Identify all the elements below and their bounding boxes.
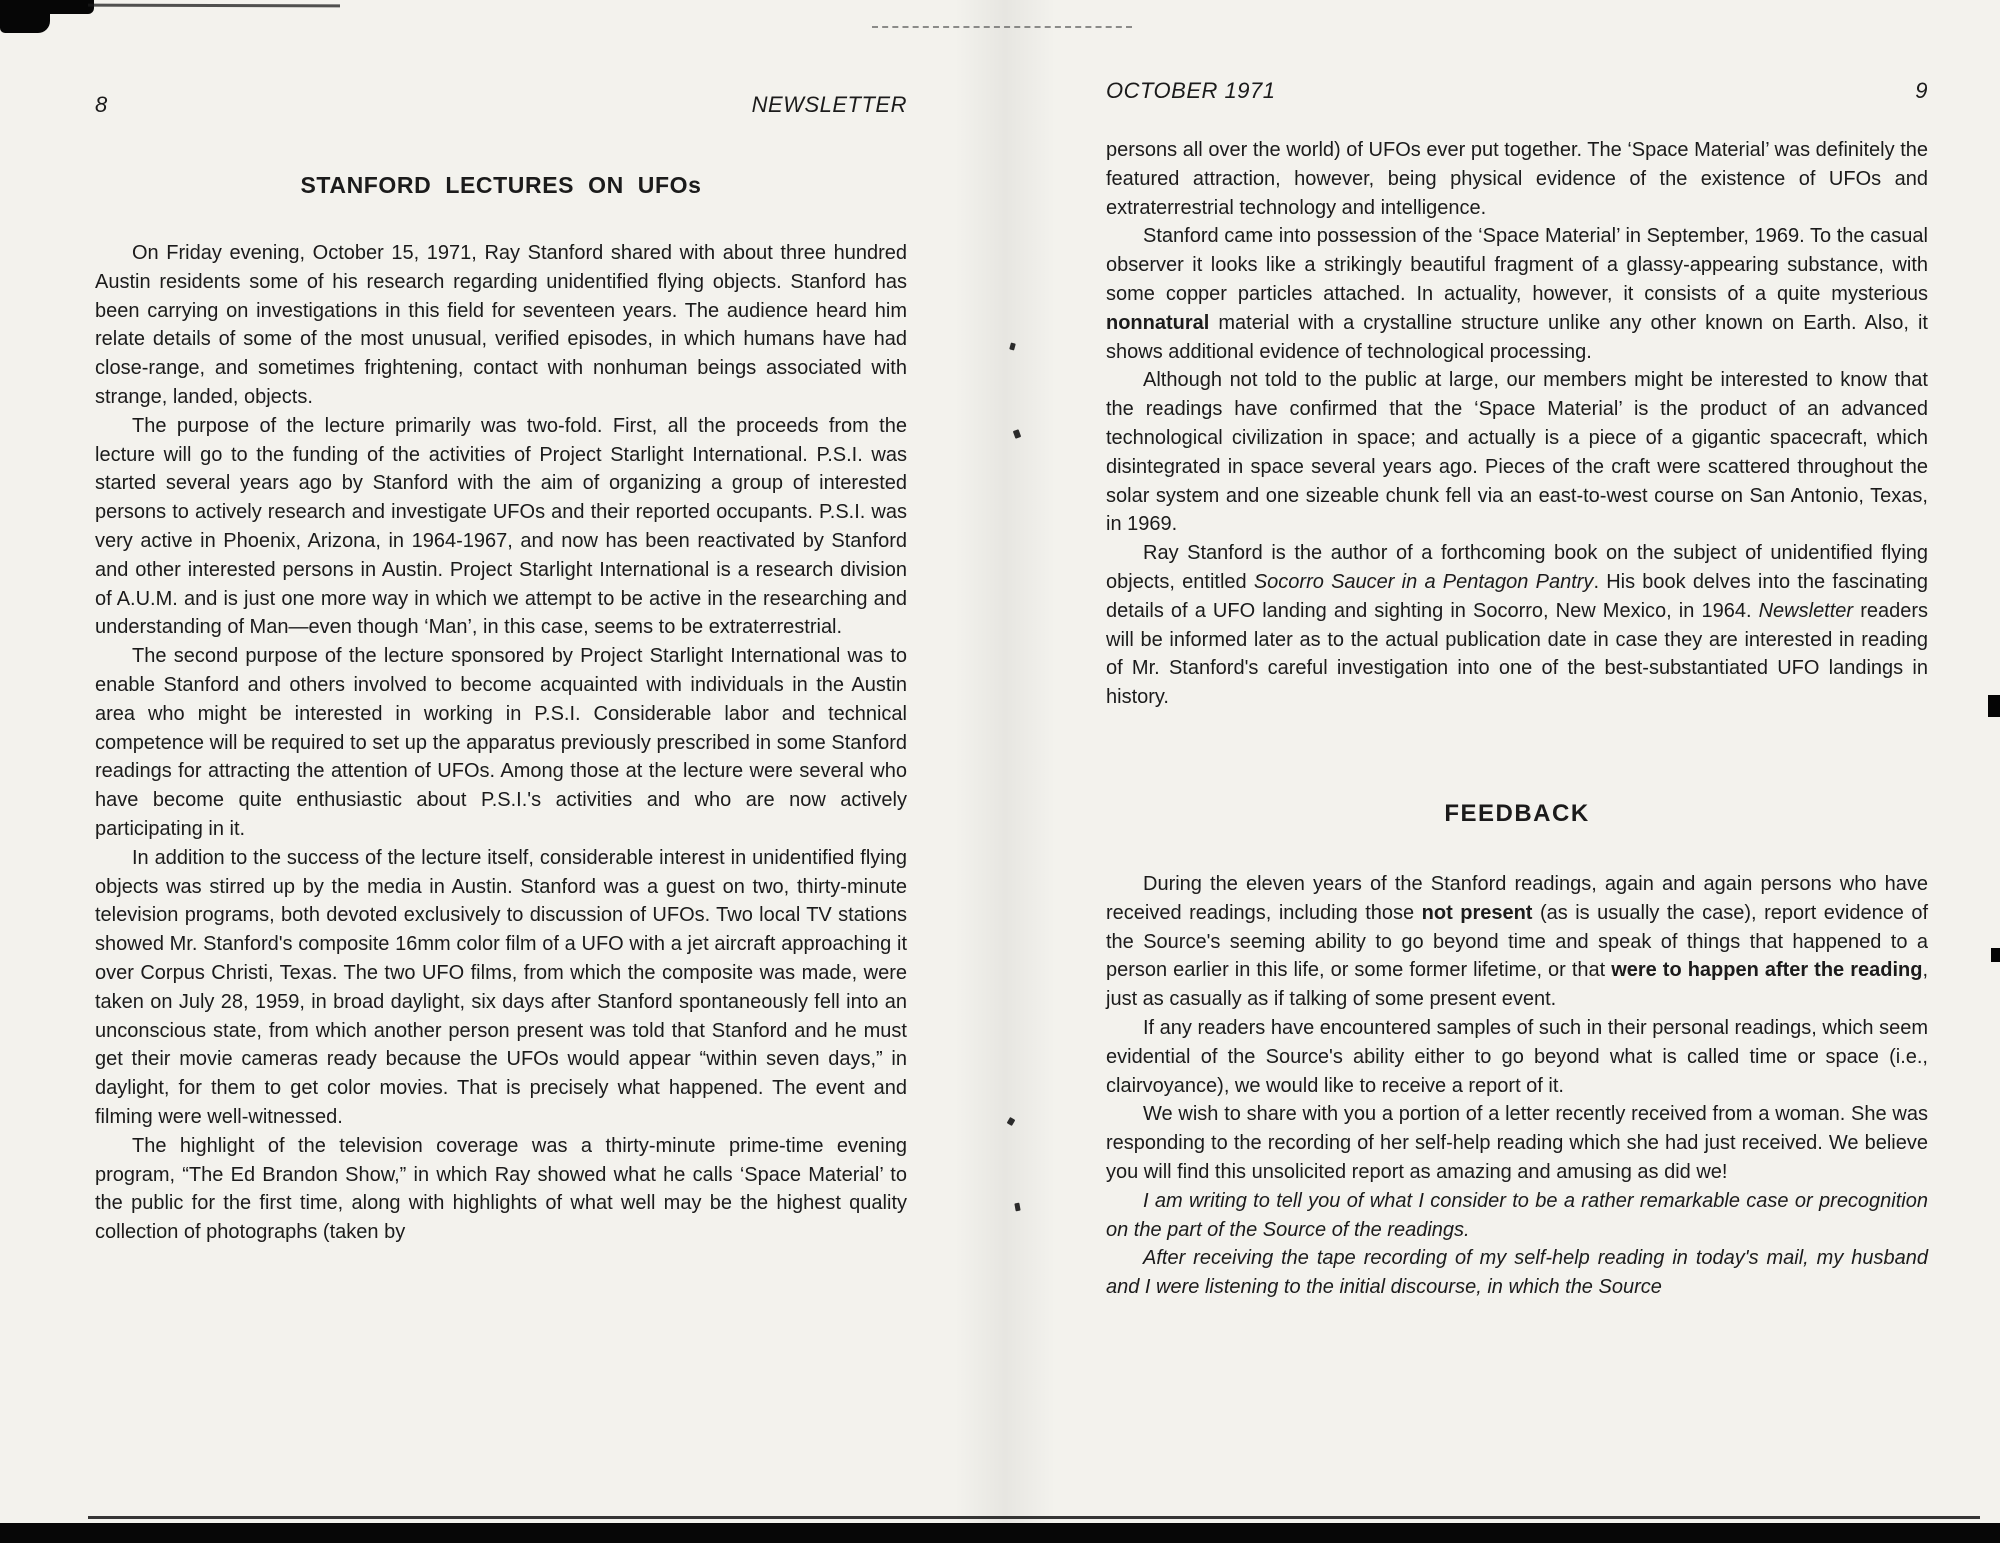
left-running-header [95, 92, 907, 118]
page-left [95, 92, 907, 1247]
feedback-section-title: FEEDBACK [1444, 799, 1590, 827]
scan-artifact-bottom-band [0, 1523, 2000, 1543]
left-page-number: 8 [95, 92, 108, 117]
paragraph: In addition to the success of the lecture itself, considerable interest in unidentified flying objects was stirred up by the media in Austin. Stanford was a guest on two, thirty-minute television programs, both devoted exclusively to discussion of UFOs. Two local TV stations showed Mr. Stanford's composite 16mm color film of a UFO with a jet aircraft approaching it over Corpus Christi, Texas. The two UFO films, from which the composite was made, were taken on July 28, 1959, in broad daylight, six days after Stanford spontaneously fell into an unconscious state, from which another person present was told that Stanford and he must get their movie cameras ready because the UFOs would appear “within seven days,” in daylight, for them to get color movies. That is precisely what happened. The event and filming were well-witnessed. [95, 846, 907, 1128]
page-right [1106, 78, 1928, 1302]
page-fold-shadow [955, 0, 1055, 1543]
paragraph: We wish to share with you a portion of a letter recently received from a woman. She was responding to the recording of her self-help reading which she had just received. We believe you will find this unsolicited report as amazing and amusing as did we! [1106, 1103, 1928, 1183]
scan-speck [1007, 1117, 1016, 1126]
paragraph: The purpose of the lecture primarily was two-fold. First, all the proceeds from the lecture will go to the funding of the activities of Project Starlight International. P.S.I. was started several years ago by Stanford with the aim of organizing a group of interested persons to actively research and investigate UFOs and their reported occupants. P.S.I. was very active in Phoenix, Arizona, in 1964-1967, and now has been reactivated by Stanford and other interested persons in Austin. Project Starlight International is a research division of A.U.M. and is just one more way in which we attempt to be active in the researching and understanding of Man—even though ‘Man’, in this case, seems to be extraterrestrial. [95, 414, 907, 639]
scan-artifact-edge-mark [1991, 948, 2000, 962]
scan-artifact-top-line [88, 4, 340, 8]
scan-artifact-edge-mark [1988, 695, 2000, 717]
scan-artifact-fold-dashes [872, 26, 1132, 28]
right-running-head: OCTOBER 1971 [1106, 78, 1276, 103]
paragraph: The highlight of the television coverage was a thirty-minute prime-time evening program, “The Ed Brandon Show,” in which Ray showed what he calls ‘Space Material’ to the public for the first time, along with highlights of what well may be the highest quality collection of photographs (taken by [95, 1134, 907, 1244]
paragraph: Stanford came into possession of the ‘Space Material’ in September, 1969. To the casual observer it looks like a strikingly beautiful fragment of a glassy-appearing substance, with some copper particles attached. In actuality, however, it consists of a quite mysterious nonnatural material with a crystalline structure unlike any other known on Earth. Also, it shows additional evidence of technological processing. [1106, 225, 1928, 363]
scan-speck [1009, 342, 1016, 350]
scan-speck [1013, 429, 1021, 439]
right-running-header [1106, 78, 1928, 104]
paragraph: During the eleven years of the Stanford readings, again and again persons who have received readings, including those not present (as is usually the case), report evidence of the Source's seeming ability to go beyond time and speak of things that happened to a person earlier in this life, or some former lifetime, or that were to happen after the reading, just as casually as if talking of some present event. [1106, 872, 1929, 1011]
left-running-head: NEWSLETTER [751, 92, 907, 117]
paragraph: If any readers have encountered samples of such in their personal readings, which seem evidential of the Source's ability either to go beyond what is called time or space (i.e., clairvoyance), we would like to receive a report of it. [1106, 1016, 1928, 1097]
paragraph: The second purpose of the lecture sponsored by Project Starlight International was to enable Stanford and others involved to become acquainted with individuals in the Austin area who might be interested in working in P.S.I. Considerable labor and technical competence will be required to set up the apparatus previously prescribed in some Stanford readings for attracting the attention of UFOs. Among those at the lecture were several who have become quite enthusiastic about P.S.I.'s activities and who are now actively participating in it. [95, 645, 907, 840]
paragraph: On Friday evening, October 15, 1971, Ray Stanford shared with about three hundred Austin residents some of his research regarding unidentified flying objects. Stanford has been carrying on investigations in this field for seventeen years. The audience heard him relate details of some of the most unusual, verified episodes, in which humans have had close-range, and sometimes frightening, contact with nonhuman beings associated with strange, landed, objects. [95, 242, 907, 408]
paragraph: persons all over the world) of UFOs ever put together. The ‘Space Material’ was definitely the featured attraction, however, being physical evidence of the existence of UFOs and extraterrestrial technology and intelligence. [1106, 139, 1928, 219]
paragraph: I am writing to tell you of what I consider to be a rather remarkable case or precognition on the part of the Source of the readings. [1106, 1189, 1928, 1241]
paragraph: After receiving the tape recording of my self-help reading in today's mail, my husband and I were listening to the initial discourse, in which the Source [1106, 1247, 1928, 1299]
paragraph: Although not told to the public at large, our members might be interested to know that the readings have confirmed that the ‘Space Material’ is the product of an advanced technological civilization in space; and actually is a piece of a gigantic spacecraft, which disintegrated in space several years ago. Pieces of the craft were scattered throughout the solar system and one sizeable chunk fell via an east-to-west course on San Antonio, Texas, in 1969. [1106, 369, 1928, 536]
scan-artifact-corner [0, 0, 50, 33]
scan-artifact-bottom-line [88, 1516, 1980, 1519]
right-page-number: 9 [1915, 78, 1928, 103]
paragraph: Ray Stanford is the author of a forthcoming book on the subject of unidentified flying objects, entitled Socorro Saucer in a Pentagon Pantry. His book delves into the fascinating details of a UFO landing and sighting in Socorro, New Mexico, in 1964. Newsletter readers will be informed later as to the actual publication date in case they are interested in reading of Mr. Stanford's careful investigation into one of the best-substantiated UFO landings in history. [1106, 542, 1929, 709]
article-title: STANFORD LECTURES ON UFOs [300, 172, 702, 198]
scan-speck [1014, 1203, 1020, 1212]
